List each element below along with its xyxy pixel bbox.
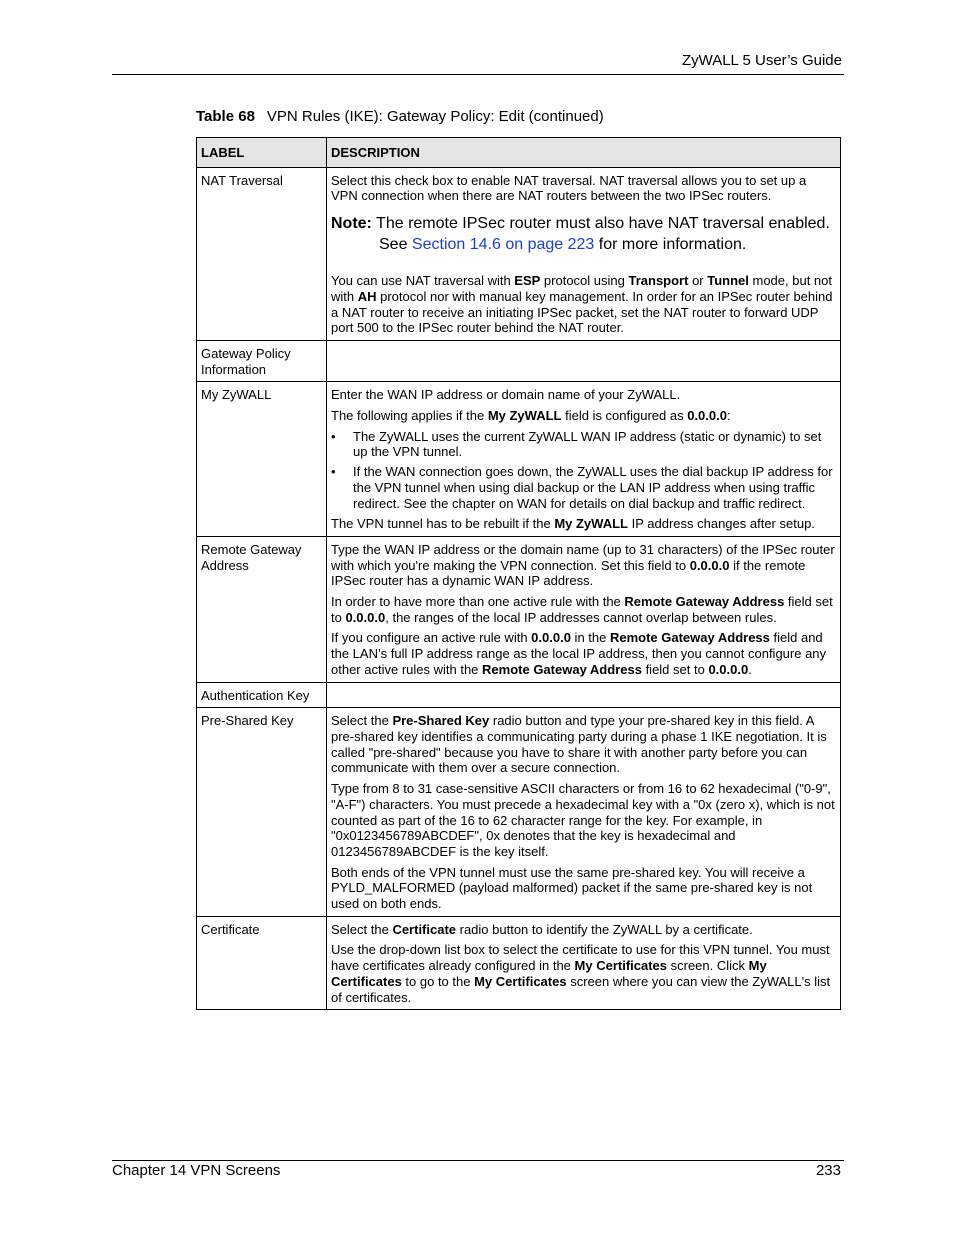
note-label: Note: [331, 215, 372, 233]
row-label: NAT Traversal [197, 167, 327, 340]
description-paragraph: Both ends of the VPN tunnel must use the same pre-shared key. You will receive a PYLD_MALFORMED (payload malformed) packet if the same pre-shared key is not used on both ends. [331, 864, 813, 912]
row-description [327, 382, 841, 537]
list-item: • If the WAN connection goes down, the ZyWALL uses the dial backup IP address for the VPN tunnel when using dial backup or the LAN IP address when using traffic redirect. See the chapter on WAN for details on dial backup and traffic redirect. [331, 464, 833, 511]
row-description [327, 167, 841, 340]
table-row-remote-gateway-address [197, 536, 841, 682]
table-row-authentication-key [197, 682, 841, 708]
row-description [327, 682, 841, 708]
table-row-my-zywall [197, 382, 841, 537]
row-label: Remote Gateway Address [197, 536, 327, 682]
table-header-row [197, 138, 841, 168]
running-header-title: ZyWALL 5 User’s Guide [681, 52, 842, 69]
row-label: Certificate [197, 916, 327, 1010]
bullet-icon: • [331, 428, 336, 444]
bullet-icon: • [331, 464, 336, 480]
description-paragraph: Use the drop-down list box to select the certificate to use for this VPN tunnel. You must have certificates already configured in the My Certificates screen. Click My Certificates to go to the My Certificates screen where you can view the ZyWALL's list of certificates. [331, 942, 831, 1005]
note-text-end: for more information. [594, 235, 747, 253]
table-caption-text: VPN Rules (IKE): Gateway Policy: Edit (continued) [266, 108, 604, 125]
section-link[interactable]: Section 14.6 on page 223 [411, 235, 595, 253]
row-label: Authentication Key [197, 682, 327, 708]
row-label: My ZyWALL [197, 382, 327, 537]
description-paragraph: Select the Pre-Shared Key radio button and type your pre-shared key in this field. A pre-shared key identifies a communicating party during a phase 1 IKE negotiation. It is called "pre-shared" because you have to share it with another party before you can communicate with them over a secure connection. [331, 713, 827, 776]
table-row-gateway-policy-information [197, 340, 841, 381]
table-row-certificate [197, 916, 841, 1010]
table-row-pre-shared-key [197, 708, 841, 916]
bullet-list [331, 429, 836, 512]
row-description [327, 916, 841, 1010]
note-text: The remote IPSec router must also have NAT traversal enabled. See [376, 215, 830, 253]
description-paragraph: Type the WAN IP address or the domain name (up to 31 characters) of the IPSec router with which you're making the VPN connection. Set this field to 0.0.0.0 if the remote IPSec router has a dynamic WAN IP address. [331, 541, 835, 589]
row-description [327, 340, 841, 381]
nat-detail-text: You can use NAT traversal with ESP protocol using Transport or Tunnel mode, but not with AH protocol nor with manual key management. In order for an IPSec router behind a NAT router to receive an initiating IPSec packet, set the NAT router to forward UDP port 500 to the IPSec router behind the NAT router. [331, 273, 833, 336]
description-paragraph: The following applies if the My ZyWALL field is configured as 0.0.0.0: [331, 408, 731, 424]
table-row-nat-traversal [197, 167, 841, 340]
row-label: Gateway Policy Information [197, 340, 327, 381]
column-header-description: DESCRIPTION [327, 138, 841, 168]
vpn-rules-table [196, 137, 841, 1010]
row-description [327, 536, 841, 682]
description-paragraph: The VPN tunnel has to be rebuilt if the My ZyWALL IP address changes after setup. [331, 516, 815, 532]
footer-chapter: Chapter 14 VPN Screens [112, 1162, 281, 1179]
column-header-label: LABEL [197, 138, 327, 168]
description-paragraph: Type from 8 to 31 case-sensitive ASCII characters or from 16 to 62 hexadecimal ("0-9", "A-F") characters. You must precede a hexadecimal key with a "0x (zero x), which is not counted as part of the 16 to 62 character range for the key. For example, in "0x0123456789ABCDEF", 0x denotes that the key is hexadecimal and 0123456789ABCDEF is the key itself. [331, 781, 835, 859]
table-caption-number: Table 68 [196, 108, 255, 125]
row-label: Pre-Shared Key [197, 708, 327, 916]
description-paragraph: Select the Certificate radio button to identify the ZyWALL by a certificate. [331, 921, 753, 937]
list-item: • The ZyWALL uses the current ZyWALL WAN IP address (static or dynamic) to set up the VPN tunnel. [331, 428, 822, 460]
table-caption [196, 108, 604, 125]
header-divider [112, 74, 844, 75]
note-box [331, 214, 836, 255]
row-description [327, 708, 841, 916]
nat-description-text: Select this check box to enable NAT traversal. NAT traversal allows you to set up a VPN connection when there are NAT routers between the two IPSec routers. [331, 172, 807, 204]
footer-divider [112, 1160, 844, 1161]
footer-page-number: 233 [815, 1162, 841, 1179]
description-paragraph: If you configure an active rule with 0.0.0.0 in the Remote Gateway Address field and the LAN’s full IP address range as the local IP address, then you cannot configure any other active rules with the Remote Gateway Address field set to 0.0.0.0. [331, 630, 827, 677]
description-paragraph: In order to have more than one active rule with the Remote Gateway Address field set to 0.0.0.0, the ranges of the local IP addresses cannot overlap between rules. [331, 594, 833, 625]
description-paragraph: Enter the WAN IP address or domain name of your ZyWALL. [331, 387, 681, 403]
